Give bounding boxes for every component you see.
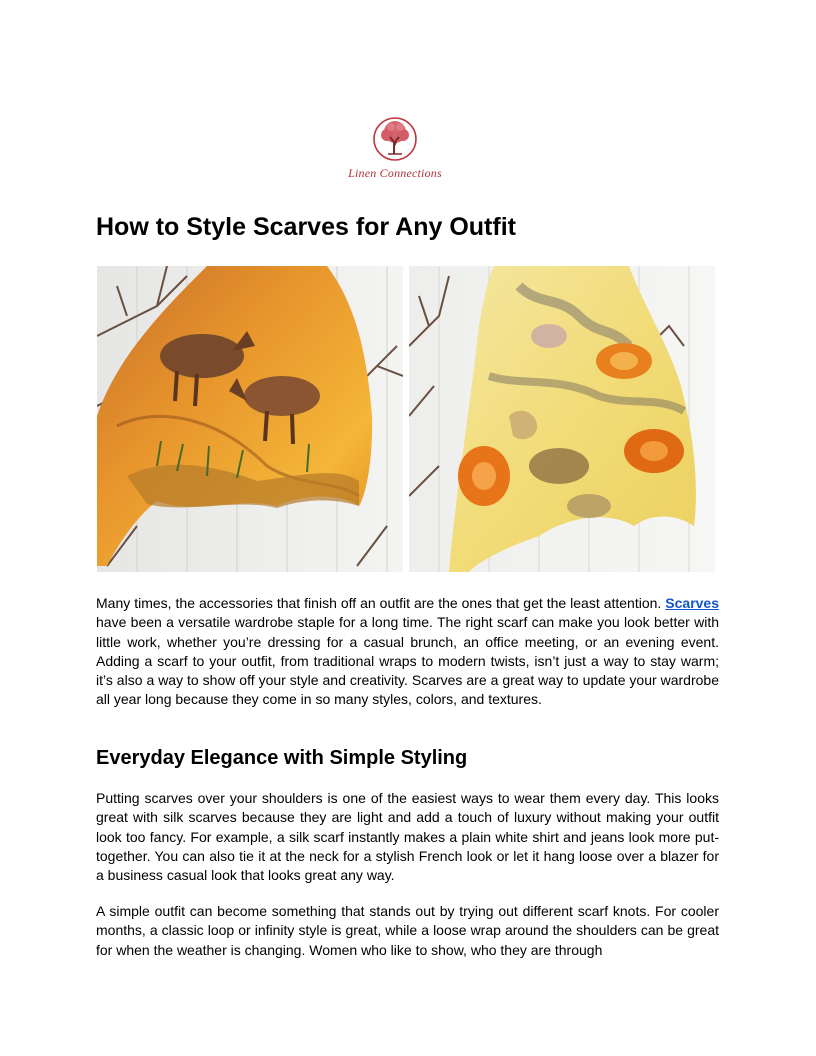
intro-text-start: Many times, the accessories that finish off an outfit are the ones that get the least attention. bbox=[96, 595, 666, 611]
orange-deer-scarf-image bbox=[97, 266, 403, 572]
intro-text-end: have been a versatile wardrobe staple for a long time. The right scarf can make you look better with little work, whether you’re dressing for a casual brunch, an office meeting, or an evening event. Adding a scarf to your outfit, from traditional wraps to modern twists, isn’t just a way to stay warm; it’s also a way to show off your style and creativity. Scarves are a great way to update your wardrobe all year long because they come in so many styles, colors, and textures. bbox=[96, 614, 719, 708]
yellow-paisley-scarf-image bbox=[409, 266, 715, 572]
scarf-photo-right bbox=[409, 266, 715, 572]
body-paragraph-1: Putting scarves over your shoulders is one of the easiest ways to wear them every day. This looks great with silk scarves because they are light and add a touch of luxury without making your outfit look too fancy. For example, a silk scarf instantly makes a plain white shirt and jeans look more put-together. You can also tie it at the neck for a stylish French look or let it hang loose over a blazer for a business casual look that looks great any way. bbox=[96, 790, 719, 884]
article-title: How to Style Scarves for Any Outfit bbox=[96, 213, 516, 241]
brand-logo bbox=[330, 116, 460, 186]
scarf-photo-left bbox=[97, 266, 403, 572]
body-paragraph-2: A simple outfit can become something that stands out by trying out different scarf knots. For cooler months, a classic loop or infinity style is great, while a loose wrap around the shoulders can be great for when the weather is changing. Women who like to show, who they are through bbox=[96, 903, 719, 958]
tree-logo-icon bbox=[372, 116, 418, 162]
brand-name: Linen Connections bbox=[348, 166, 442, 180]
scarves-link[interactable]: Scarves bbox=[665, 595, 719, 611]
section-heading: Everyday Elegance with Simple Styling bbox=[96, 747, 468, 769]
intro-paragraph bbox=[96, 594, 719, 710]
